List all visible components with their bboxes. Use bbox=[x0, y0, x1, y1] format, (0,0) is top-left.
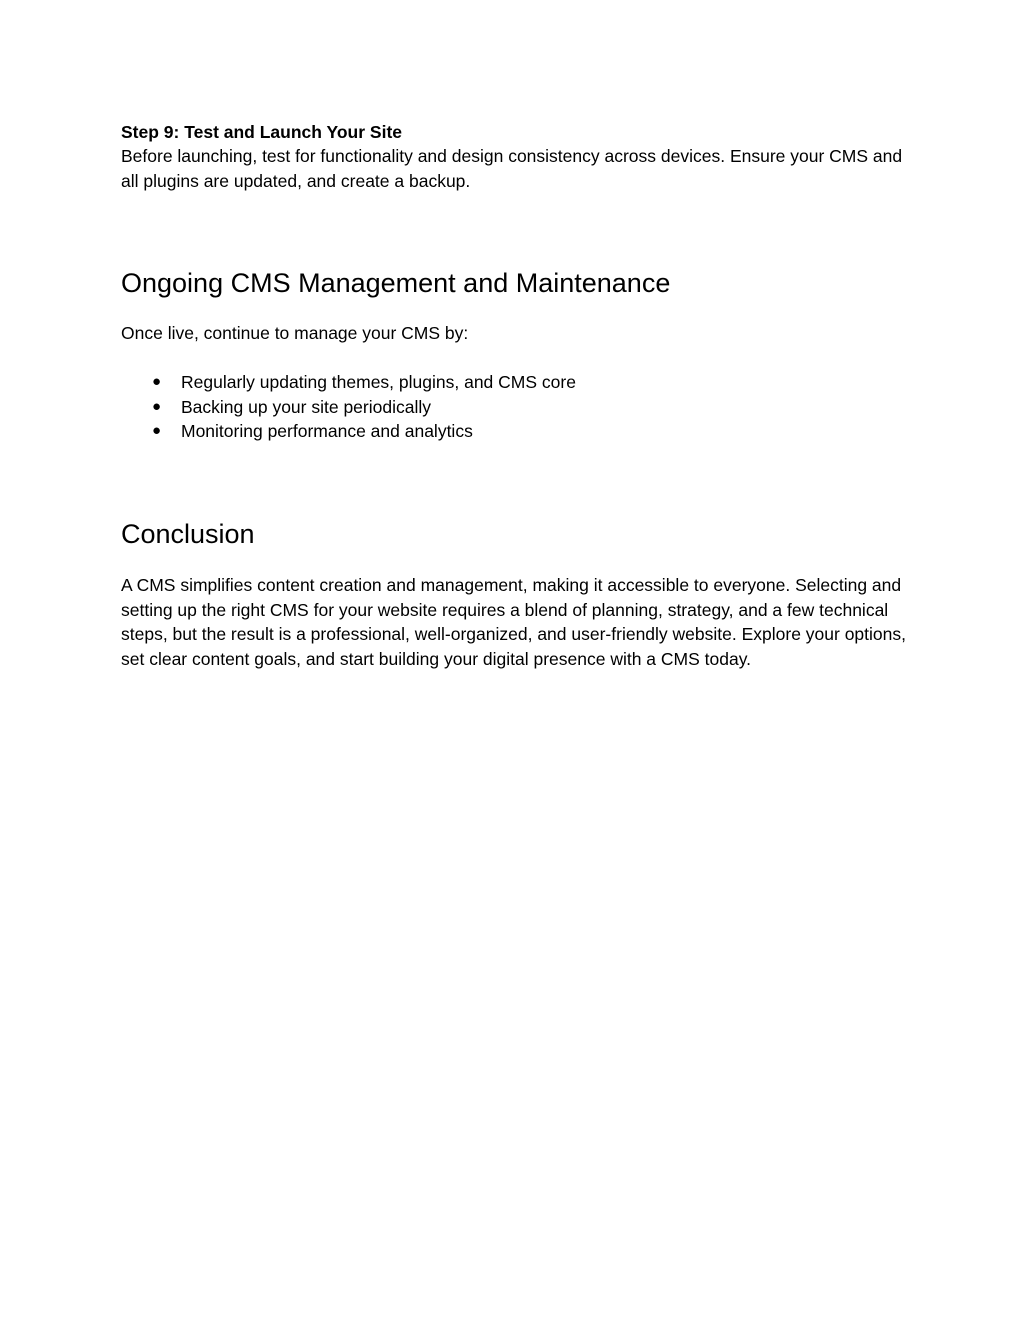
ongoing-management-heading: Ongoing CMS Management and Maintenance bbox=[121, 268, 671, 298]
list-item bbox=[121, 419, 911, 444]
conclusion-paragraph: A CMS simplifies content creation and management, making it accessible to everyone. Selecting and setting up the right CMS for your website requires a blend of planning, strategy, and a few technical steps, but the result is a professional, well-organized, and user-friendly website. Explore your options, set clear content goals, and start building your digital presence with a CMS today. bbox=[121, 575, 906, 669]
step-9-paragraph: Before launching, test for functionality and design consistency across devices. Ensure your CMS and all plugins are updated, and create a backup. bbox=[121, 146, 903, 191]
list-item bbox=[121, 395, 911, 420]
bullet-icon: ● bbox=[152, 422, 162, 439]
bullet-icon: ● bbox=[152, 373, 162, 390]
list-item-text: Monitoring performance and analytics bbox=[181, 421, 473, 441]
ongoing-intro-paragraph: Once live, continue to manage your CMS by: bbox=[121, 323, 469, 343]
list-item-text: Backing up your site periodically bbox=[181, 396, 431, 417]
step-9-heading: Step 9: Test and Launch Your Site bbox=[121, 122, 403, 142]
maintenance-bullet-list bbox=[121, 370, 911, 444]
list-item-text: Regularly updating themes, plugins, and CMS core bbox=[181, 372, 576, 392]
bullet-icon: ● bbox=[152, 397, 162, 415]
list-item bbox=[121, 370, 911, 395]
conclusion-heading: Conclusion bbox=[121, 519, 255, 549]
